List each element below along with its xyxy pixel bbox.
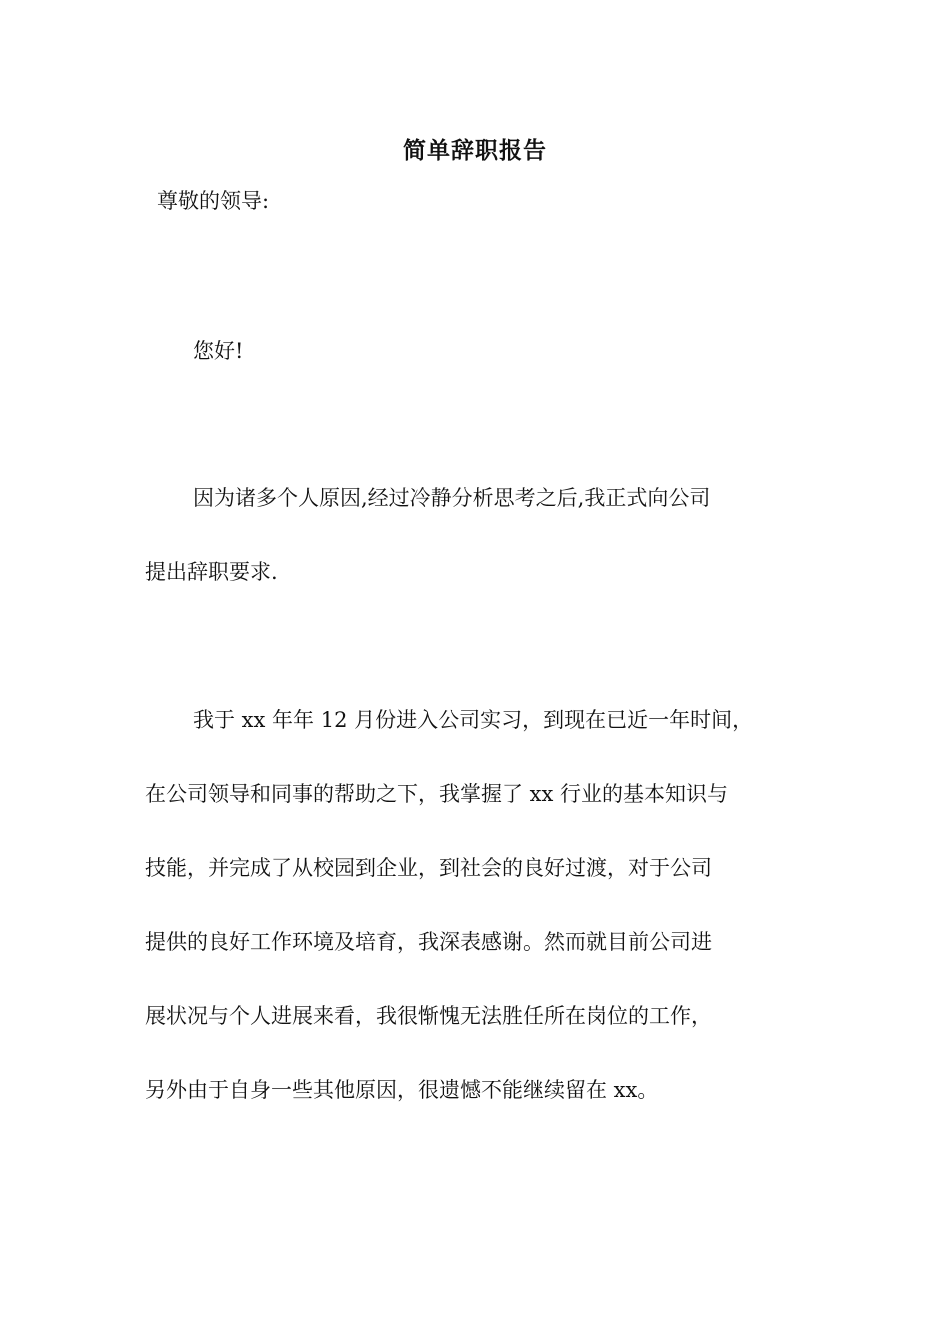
paragraph-reason bbox=[145, 481, 810, 589]
paragraph-line: 提出辞职要求. bbox=[145, 560, 278, 584]
paragraph-line: 另外由于自身一些其他原因，很遗憾不能继续留在 xx。 bbox=[145, 1078, 659, 1102]
document-title: 简单辞职报告 bbox=[403, 137, 547, 164]
salutation: 尊敬的领导: bbox=[157, 189, 270, 213]
paragraph-line: 技能，并完成了从校园到企业，到社会的良好过渡，对于公司 bbox=[145, 856, 712, 880]
paragraph-line: 我于 xx 年年 12 月份进入公司实习，到现在已近一年时间， bbox=[193, 708, 754, 732]
paragraph-line: 提供的良好工作环境及培育，我深表感谢。然而就目前公司进 bbox=[145, 930, 712, 954]
greeting: 您好! bbox=[193, 339, 244, 363]
paragraph-line: 因为诸多个人原因,经过冷静分析思考之后,我正式向公司 bbox=[193, 486, 711, 510]
paragraph-line: 展状况与个人进展来看，我很惭愧无法胜任所在岗位的工作， bbox=[145, 1004, 712, 1028]
paragraph-experience bbox=[145, 703, 810, 1107]
paragraph-line: 在公司领导和同事的帮助之下，我掌握了 xx 行业的基本知识与 bbox=[145, 782, 729, 806]
